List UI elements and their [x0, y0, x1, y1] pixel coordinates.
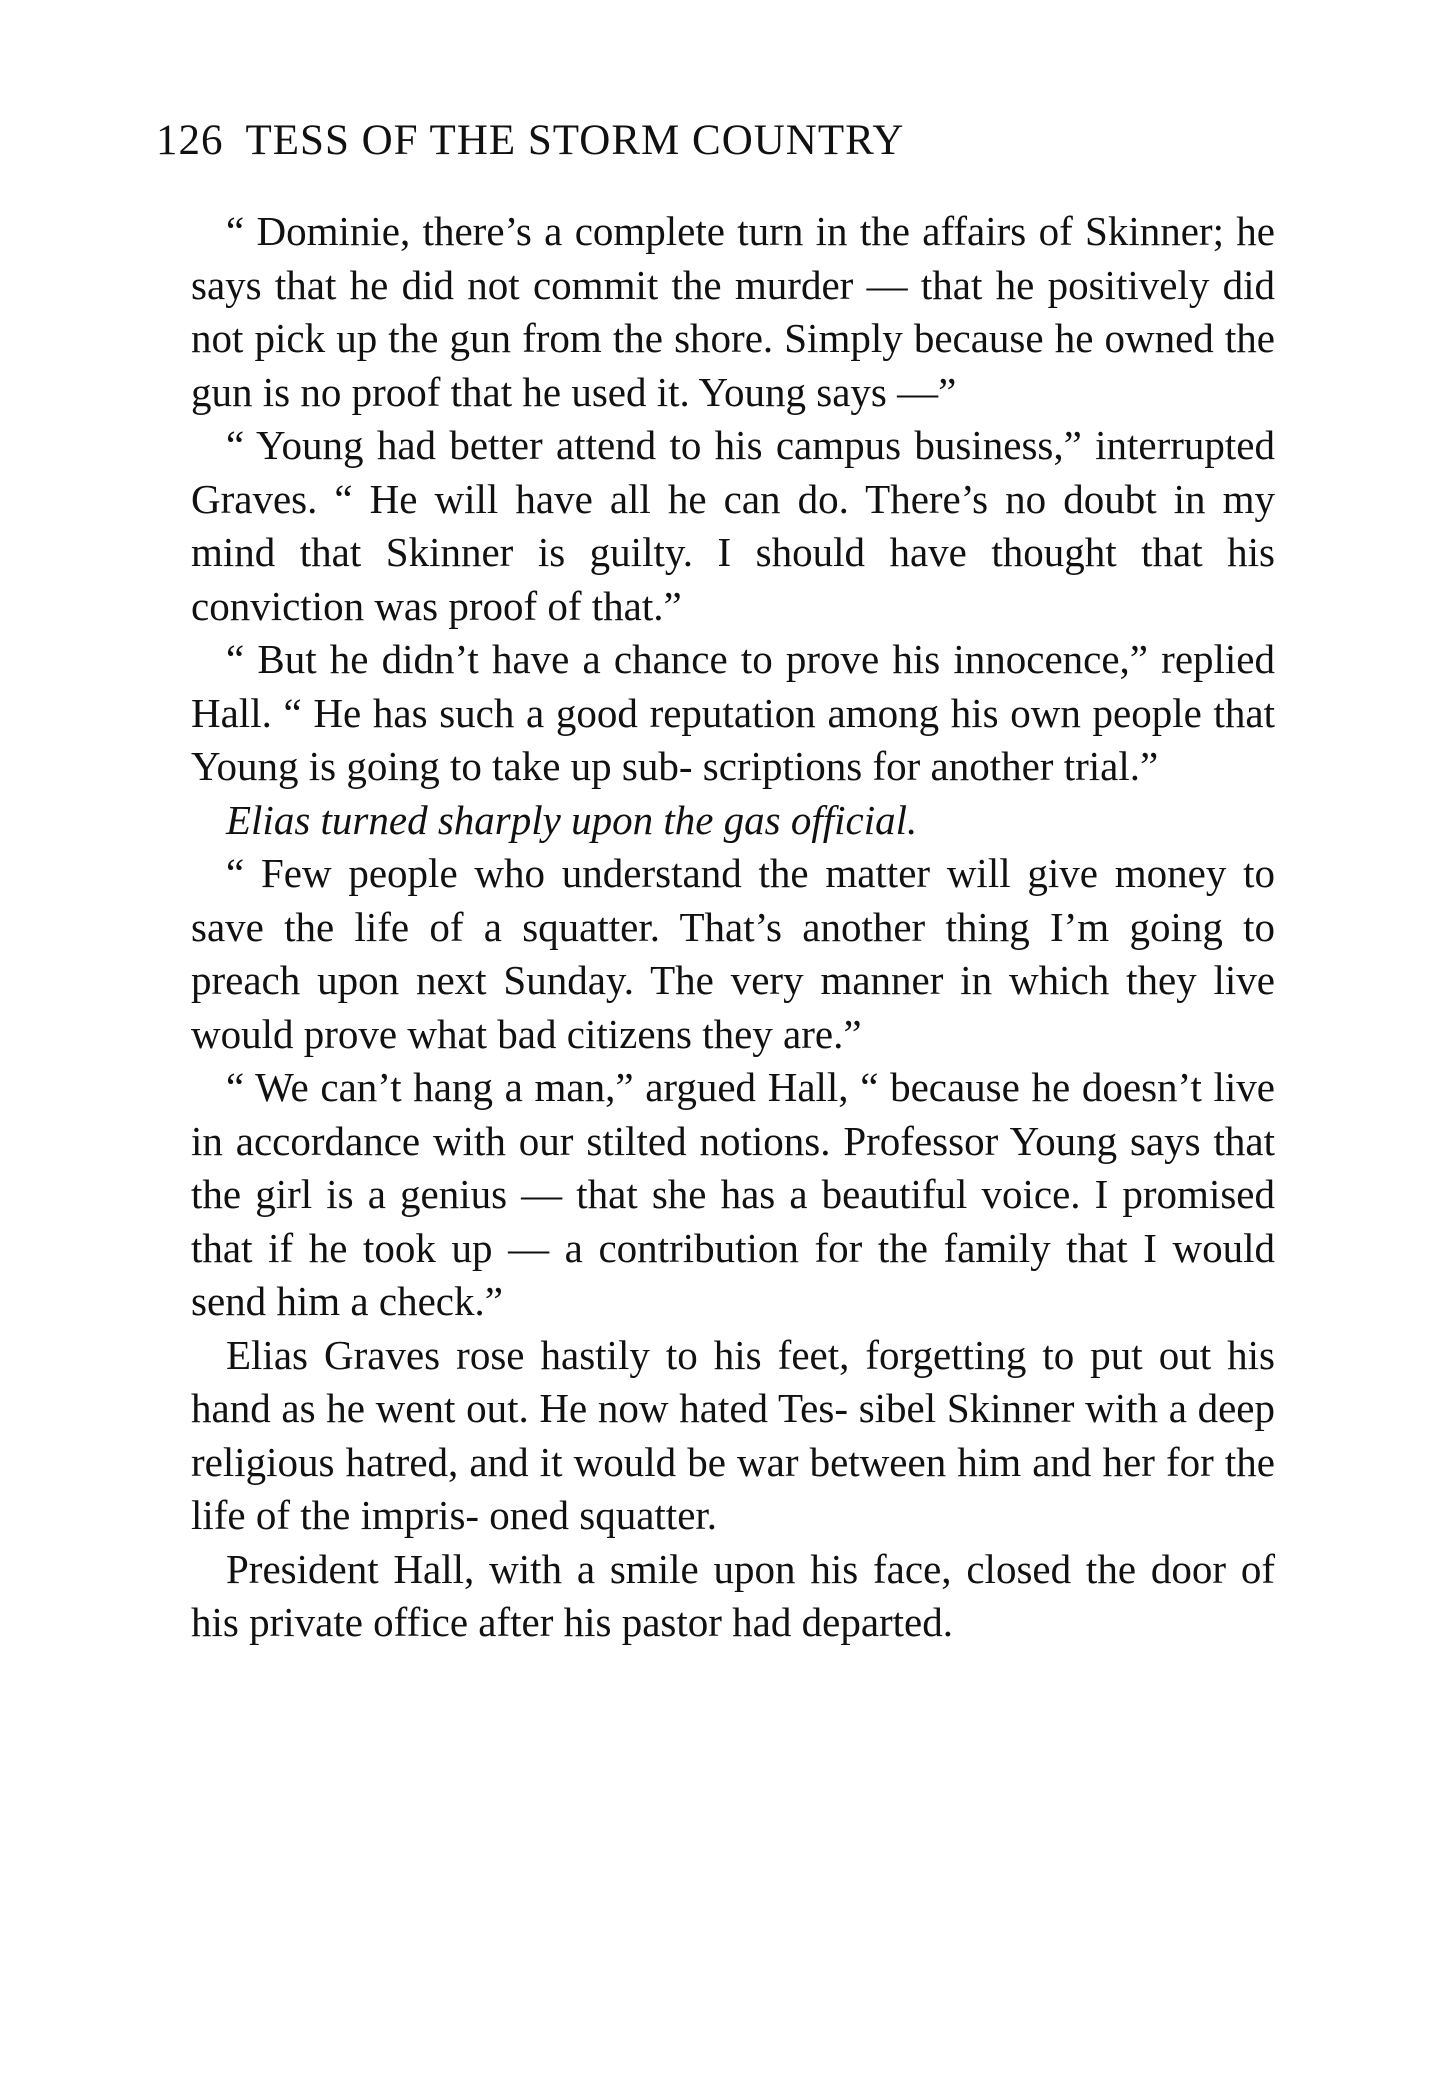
running-head: [156, 110, 1276, 172]
paragraph-italic: Elias turned sharply upon the gas official.: [226, 796, 918, 843]
body-text: [191, 205, 1275, 1650]
paragraph: “ Young had better attend to his campus business,” interrupted Graves. “ He will have all he can do. There’s no doubt in my mind that Skinner is guilty. I should have thought that his conviction was proof of that.”: [191, 422, 1275, 629]
paragraph: President Hall, with a smile upon his face, closed the door of his private office after his pastor had departed.: [191, 1545, 1275, 1645]
paragraph: Elias Graves rose hastily to his feet, forgetting to put out his hand as he went out. He now hated Tes- sibel Skinner with a deep religious hatred, and it would be war between him and her for the life of the impris- oned squatter.: [191, 1331, 1275, 1538]
paragraph: “ Few people who understand the matter will give money to save the life of a squatter. That’s another thing I’m going to preach upon next Sunday. The very manner in which they live would prove what bad citizens they are.”: [191, 850, 1275, 1057]
paragraph: “ But he didn’t have a chance to prove his innocence,” replied Hall. “ He has such a good reputation among his own people that Young is going to take up sub- scriptions for another trial.”: [191, 636, 1275, 789]
running-title: TESS OF THE STORM COUNTRY: [245, 117, 905, 164]
page-number: 126: [156, 117, 224, 164]
paragraph: “ Dominie, there’s a complete turn in the affairs of Skinner; he says that he did not commit the murder — that he positively did not pick up the gun from the shore. Simply because he owned the gun is no proof that he used it. Young says —”: [191, 208, 1275, 415]
paragraph: “ We can’t hang a man,” argued Hall, “ because he doesn’t live in accordance with our stilted notions. Professor Young says that the girl is a genius — that she has a beautiful voice. I promised that if he took up — a contribution for the family that I would send him a check.”: [191, 1064, 1275, 1324]
